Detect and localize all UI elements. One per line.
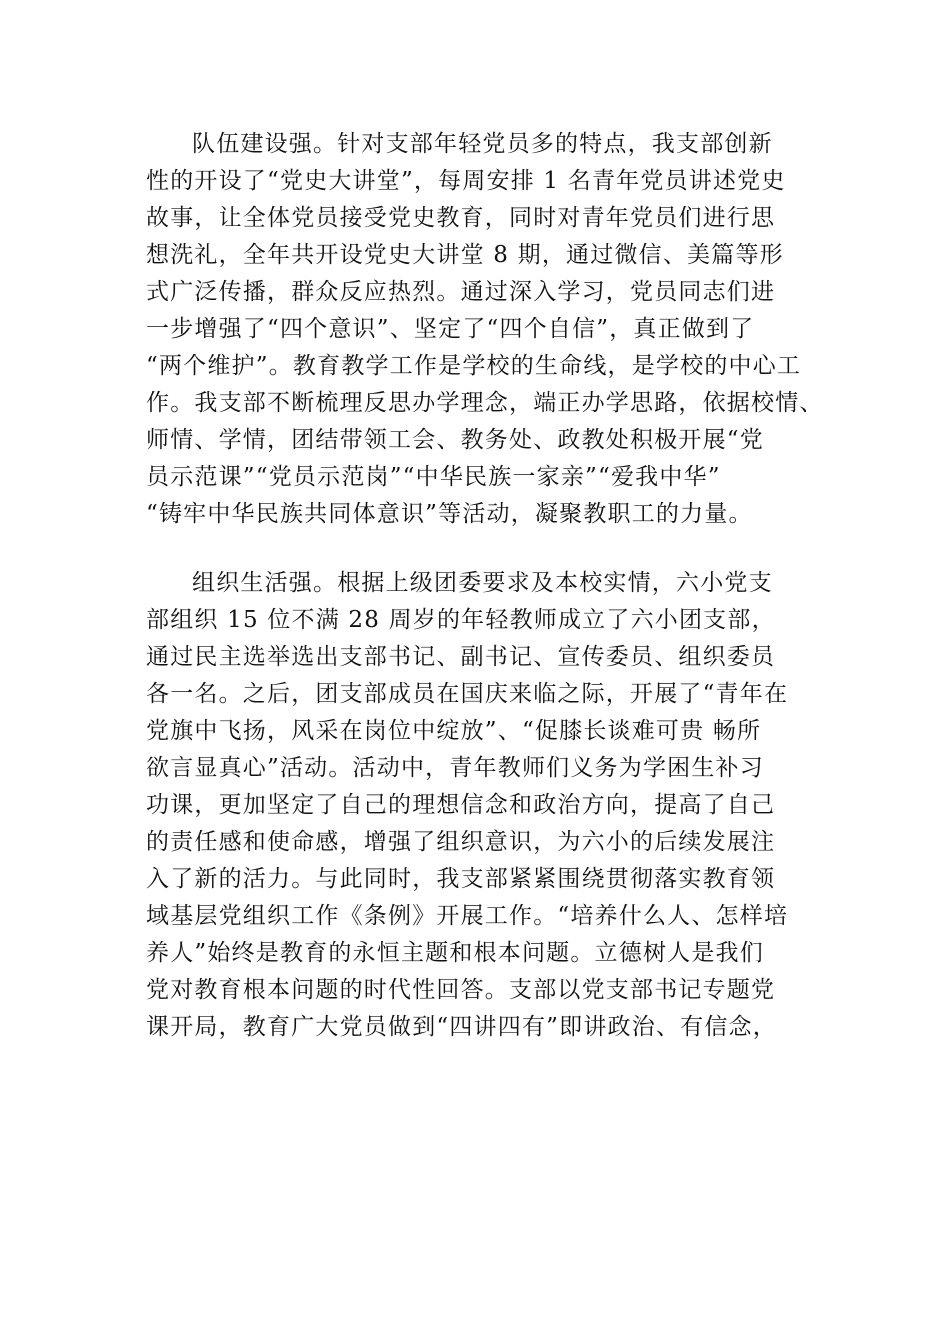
text-line: 故事，让全体党员接受党史教育，同时对青年党员们进行思 — [146, 205, 776, 231]
text-line: 各一名。之后，团支部成员在国庆来临之际，开展了“青年在 — [146, 681, 789, 707]
text-line: 队伍建设强。针对支部年轻党员多的特点，我支部创新 — [192, 131, 773, 157]
text-line: 部组织 15 位不满 28 周岁的年轻教师成立了六小团支部， — [146, 607, 776, 633]
text-line: 课开局，教育广大党员做到“四讲四有”即讲政治、有信念， — [146, 1014, 777, 1040]
text-line: 入了新的活力。与此同时，我支部紧紧围绕贯彻落实教育领 — [146, 866, 776, 892]
text-line: 党旗中飞扬，风采在岗位中绽放”、“促膝长谈难可贵 畅所 — [146, 718, 762, 744]
text-line: “铸牢中华民族共同体意识”等活动，凝聚教职工的力量。 — [146, 501, 753, 527]
text-line: 想洗礼，全年共开设党史大讲堂 8 期，通过微信、美篇等形 — [146, 242, 784, 268]
paragraph-team-building — [146, 126, 824, 533]
text-line: 式广泛传播，群众反应热烈。通过深入学习，党员同志们进 — [146, 279, 776, 305]
text-line: 组织生活强。根据上级团委要求及本校实情，六小党支 — [192, 570, 773, 596]
text-line: 的责任感和使命感，增强了组织意识，为六小的后续发展注 — [146, 829, 776, 855]
text-line: 性的开设了“党史大讲堂”，每周安排 1 名青年党员讲述党史 — [146, 168, 786, 194]
text-line: 养人”始终是教育的永恒主题和根本问题。立德树人是我们 — [146, 940, 764, 966]
paragraph-organization-life — [146, 565, 788, 1046]
text-line: 通过民主选举选出支部书记、副书记、宣传委员、组织委员 — [146, 644, 776, 670]
text-line: 欲言显真心”活动。活动中，青年教师们义务为学困生补习 — [146, 755, 764, 781]
text-line: 功课，更加坚定了自己的理想信念和政治方向，提高了自己 — [146, 792, 776, 818]
text-line: 域基层党组织工作《条例》开展工作。“培养什么人、怎样培 — [146, 903, 789, 929]
text-line: 师情、学情，团结带领工会、教务处、政教处积极开展“党 — [146, 427, 764, 453]
text-line: 一步增强了“四个意识”、坚定了“四个自信”，真正做到了 — [146, 316, 755, 342]
text-line: 党对教育根本问题的时代性回答。支部以党支部书记专题党 — [146, 977, 776, 1003]
text-line: 作。我支部不断梳理反思办学理念，端正办学思路，依据校情、 — [146, 390, 824, 416]
text-line: 员示范课”“党员示范岗”“中华民族一家亲”“爱我中华” — [146, 464, 721, 490]
text-line: “两个维护”。教育教学工作是学校的生命线，是学校的中心工 — [146, 353, 802, 379]
